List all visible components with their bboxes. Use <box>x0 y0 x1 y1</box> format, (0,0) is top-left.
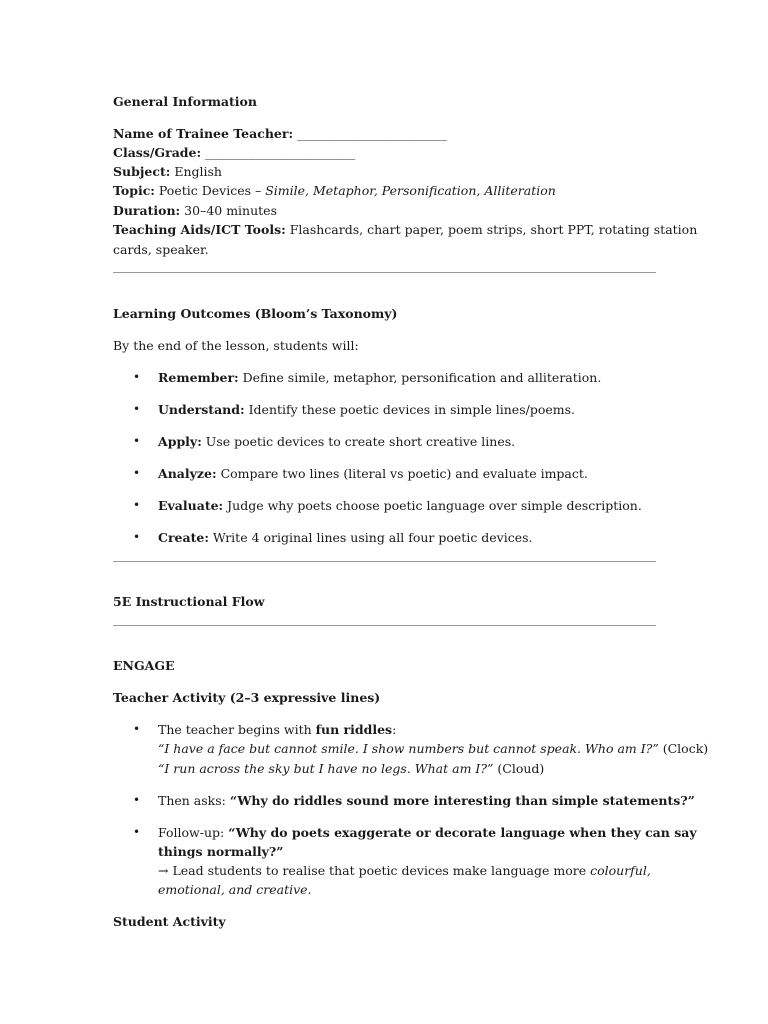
outcome-label: Analyze: <box>158 466 217 481</box>
aids-label: Teaching Aids/ICT Tools: <box>113 222 286 237</box>
follow-up-line2: things normally?” <box>158 844 284 859</box>
question-one <box>158 791 695 811</box>
duration-label: Duration: <box>113 203 181 218</box>
follow-up-text: Lead students to realise that poetic devices make language more <box>168 863 591 878</box>
bullet-marker: • <box>133 793 141 807</box>
outcome-text: Use poetic devices to create short creative lines. <box>205 434 516 449</box>
outcome-label: Evaluate: <box>158 498 224 513</box>
trainee-value: ________________________ <box>297 126 448 141</box>
riddle-two-answer: (Cloud) <box>493 761 545 776</box>
bullet-marker: • <box>133 530 141 544</box>
subject-value: English <box>174 164 222 179</box>
duration-line <box>113 201 277 221</box>
question-one-bold: “Why do riddles sound more interesting than simple statements?” <box>229 793 695 808</box>
outcome-label: Apply: <box>158 434 202 449</box>
riddle-one <box>158 739 708 759</box>
teacher-activity-heading: Teacher Activity (2–3 expressive lines) <box>113 690 381 705</box>
outcome-text: Compare two lines (literal vs poetic) and evaluate impact. <box>220 466 588 481</box>
riddle-intro <box>158 720 396 740</box>
riddle-intro-prefix: The teacher begins with <box>158 722 316 737</box>
class-label: Class/Grade: <box>113 145 202 160</box>
riddle-two <box>158 759 544 779</box>
bullet-marker: • <box>133 466 141 480</box>
flow-heading: 5E Instructional Flow <box>113 594 265 609</box>
outcome-label: Create: <box>158 530 209 545</box>
class-value: ________________________ <box>205 145 356 160</box>
riddle-intro-bold: fun riddles <box>315 722 393 737</box>
bullet-marker: • <box>133 722 141 736</box>
bullet-marker: • <box>133 402 141 416</box>
trainee-label: Name of Trainee Teacher: <box>113 126 294 141</box>
general-info-heading: General Information <box>113 94 257 109</box>
follow-up-line1 <box>158 823 697 843</box>
outcome-text: Judge why poets choose poetic language over simple description. <box>227 498 642 513</box>
follow-up-line3 <box>158 861 651 881</box>
section-divider <box>113 272 656 273</box>
outcome-label: Understand: <box>158 402 245 417</box>
topic-label: Topic: <box>113 183 155 198</box>
subject-label: Subject: <box>113 164 171 179</box>
aids-value: Flashcards, chart paper, poem strips, short PPT, rotating station <box>289 222 698 237</box>
aids-line <box>113 220 697 240</box>
arrow-icon: → <box>158 863 169 878</box>
topic-line <box>113 181 556 201</box>
outcome-item <box>158 464 588 484</box>
student-activity-heading: Student Activity <box>113 914 226 929</box>
outcome-item <box>158 432 515 452</box>
engage-heading: ENGAGE <box>113 658 175 673</box>
aids-value-continued: cards, speaker. <box>113 242 209 257</box>
follow-up-line4: emotional, and creative. <box>158 882 312 897</box>
outcome-item <box>158 400 575 420</box>
section-divider <box>113 561 656 562</box>
riddle-one-text: “I have a face but cannot smile. I show numbers but cannot speak. Who am I?” <box>158 741 659 756</box>
bullet-marker: • <box>133 370 141 384</box>
question-one-prefix: Then asks: <box>158 793 230 808</box>
outcome-text: Write 4 original lines using all four poetic devices. <box>212 530 533 545</box>
bullet-marker: • <box>133 498 141 512</box>
riddle-intro-suffix: : <box>392 722 397 737</box>
follow-up-prefix: Follow-up: <box>158 825 229 840</box>
outcome-text: Define simile, metaphor, personification and alliteration. <box>242 370 602 385</box>
subject-line <box>113 162 222 182</box>
section-divider <box>113 625 656 626</box>
outcome-item <box>158 528 533 548</box>
bullet-marker: • <box>133 825 141 839</box>
outcome-label: Remember: <box>158 370 239 385</box>
follow-up-bold: “Why do poets exaggerate or decorate language when they can say <box>228 825 697 840</box>
duration-value: 30–40 minutes <box>184 203 277 218</box>
outcomes-heading: Learning Outcomes (Bloom’s Taxonomy) <box>113 306 398 321</box>
outcome-item <box>158 496 642 516</box>
outcome-text: Identify these poetic devices in simple lines/poems. <box>248 402 575 417</box>
topic-prefix: Poetic Devices – <box>158 183 262 198</box>
riddle-one-answer: (Clock) <box>658 741 709 756</box>
outcomes-intro: By the end of the lesson, students will: <box>113 338 359 353</box>
bullet-marker: • <box>133 434 141 448</box>
class-line <box>113 143 355 163</box>
riddle-two-text: “I run across the sky but I have no legs. What am I?” <box>158 761 494 776</box>
outcome-item <box>158 368 601 388</box>
follow-up-italic: colourful, <box>590 863 651 878</box>
trainee-line <box>113 124 447 144</box>
topic-value: Simile, Metaphor, Personification, Alliteration <box>265 183 556 198</box>
